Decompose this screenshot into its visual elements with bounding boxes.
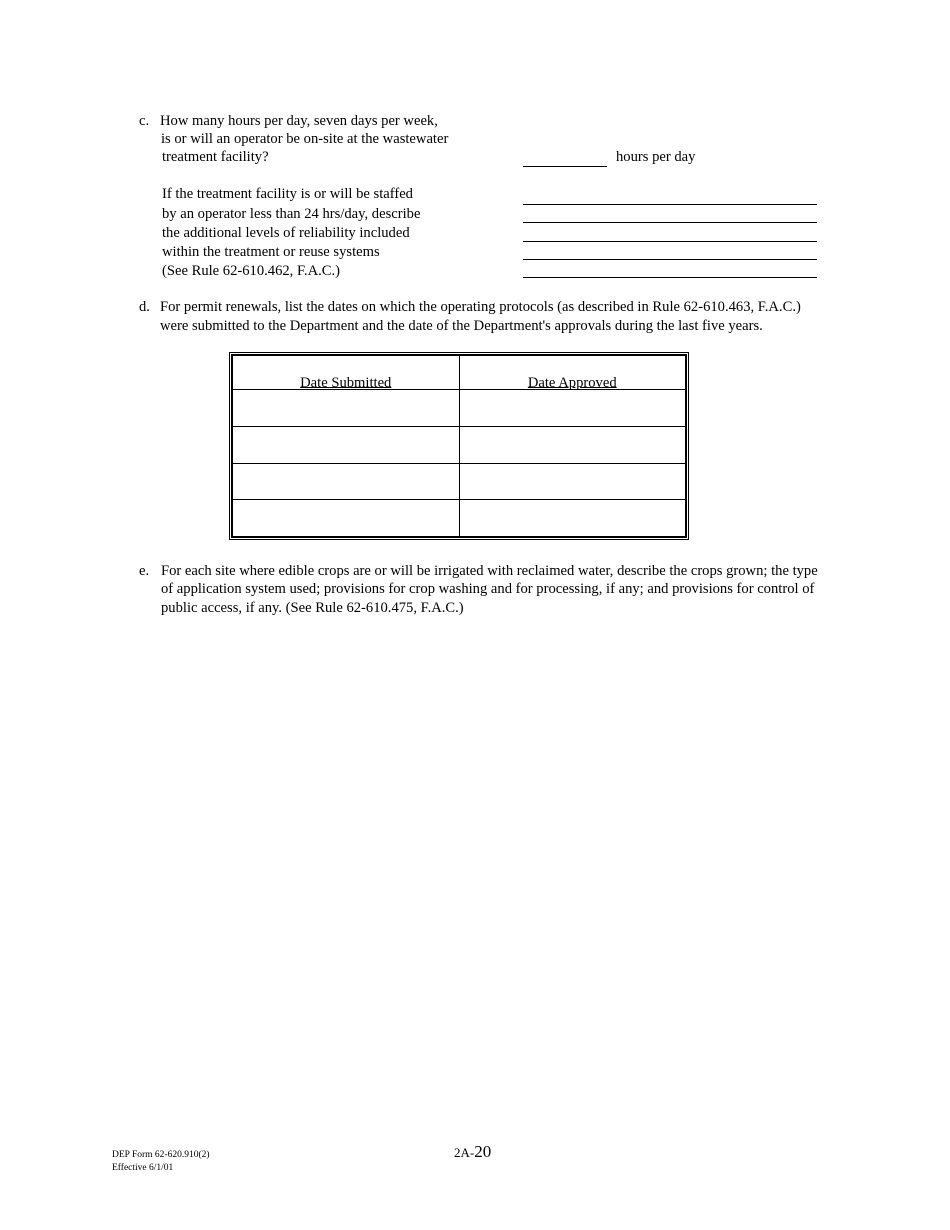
date-submitted-cell[interactable] xyxy=(233,463,460,500)
table-row xyxy=(233,500,686,537)
reliability-answer-line-4[interactable] xyxy=(523,259,817,260)
page-number-prefix: 2A- xyxy=(454,1145,475,1160)
hours-per-day-input-line[interactable] xyxy=(523,166,607,167)
date-submitted-cell[interactable] xyxy=(233,390,460,427)
date-approved-header: Date Approved xyxy=(459,356,686,390)
protocol-dates-table xyxy=(229,352,689,540)
item-c-followup-line-2: by an operator less than 24 hrs/day, describe xyxy=(162,206,421,222)
date-approved-cell[interactable] xyxy=(459,426,686,463)
item-c-question-line-1: How many hours per day, seven days per week, xyxy=(160,113,438,129)
date-approved-cell[interactable] xyxy=(459,463,686,500)
page-number-value: 20 xyxy=(474,1142,492,1161)
item-c-followup-line-1: If the treatment facility is or will be staffed xyxy=(162,186,413,202)
item-d-line-1: For permit renewals, list the dates on which the operating protocols (as described in Rule 62-610.463, F.A.C.) xyxy=(160,299,801,315)
date-submitted-cell[interactable] xyxy=(233,500,460,537)
table-header-row xyxy=(233,356,686,390)
item-e-line-3: public access, if any. (See Rule 62-610.475, F.A.C.) xyxy=(161,600,464,616)
item-c-followup-line-3: the additional levels of reliability included xyxy=(162,225,410,241)
reliability-answer-line-5[interactable] xyxy=(523,277,817,278)
date-approved-cell[interactable] xyxy=(459,390,686,427)
item-e-label: e. xyxy=(139,563,150,579)
effective-date: Effective 6/1/01 xyxy=(112,1163,174,1173)
table-row xyxy=(233,426,686,463)
table-row xyxy=(233,463,686,500)
item-d-line-2: were submitted to the Department and the date of the Department's approvals during the last five years. xyxy=(160,318,763,334)
item-e-line-1: For each site where edible crops are or will be irrigated with reclaimed water, describe the crops grown; the type xyxy=(161,563,818,579)
item-c-question-line-3: treatment facility? xyxy=(162,149,269,165)
reliability-answer-line-2[interactable] xyxy=(523,222,817,223)
table-row xyxy=(233,390,686,427)
reliability-answer-line-1[interactable] xyxy=(523,204,817,205)
date-approved-cell[interactable] xyxy=(459,500,686,537)
item-c-label: c. xyxy=(139,113,150,129)
item-c-question-line-2: is or will an operator be on-site at the wastewater xyxy=(161,131,449,147)
date-submitted-cell[interactable] xyxy=(233,426,460,463)
item-d-label: d. xyxy=(139,299,150,315)
item-c-followup-line-5: (See Rule 62-610.462, F.A.C.) xyxy=(162,263,340,279)
reliability-answer-line-3[interactable] xyxy=(523,241,817,242)
item-c-followup-line-4: within the treatment or reuse systems xyxy=(162,244,380,260)
hours-per-day-label: hours per day xyxy=(616,149,696,165)
form-number: DEP Form 62-620.910(2) xyxy=(112,1150,210,1160)
item-e-line-2: of application system used; provisions for crop washing and for processing, if any; and provisions for control of xyxy=(161,581,815,597)
page-number xyxy=(454,1142,491,1162)
date-submitted-header: Date Submitted xyxy=(233,356,460,390)
